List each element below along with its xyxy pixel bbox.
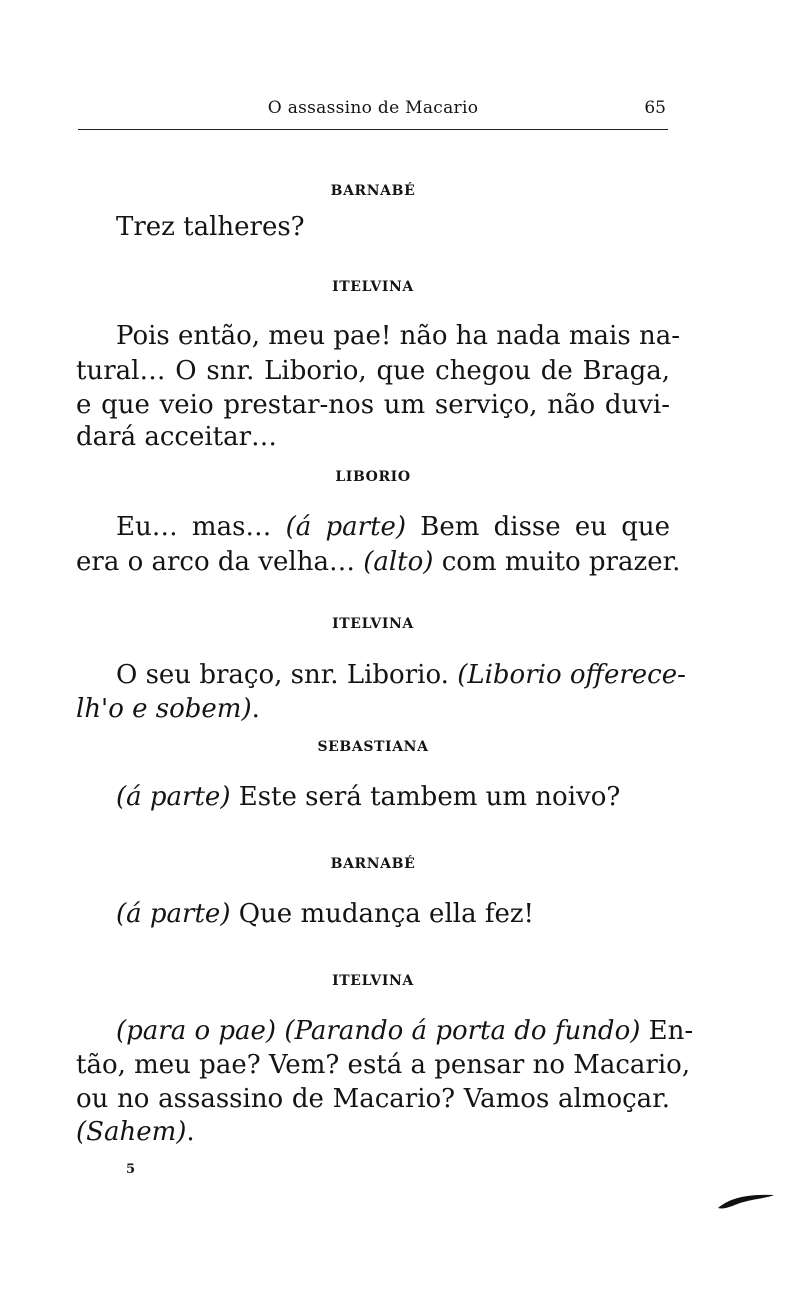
dialogue-line: (Sahem). — [76, 1117, 195, 1147]
stage-direction: (Parando á porta do fundo) — [284, 1016, 641, 1046]
stage-direction: (á parte) — [116, 782, 231, 812]
ink-smudge — [716, 1190, 776, 1212]
dialogue-line: dará acceitar… — [76, 422, 278, 452]
dialogue-line: tão, meu pae? Vem? está a pensar no Macario, — [76, 1050, 691, 1080]
stage-direction: (Sahem) — [76, 1117, 187, 1147]
signature-mark: 5 — [126, 1162, 136, 1177]
speaker-name: ITELVINA — [332, 279, 414, 295]
dialogue-line: (para o pae) (Parando á porta do fundo) En- — [116, 1016, 694, 1046]
speaker-name: LIBORIO — [335, 469, 411, 485]
dialogue-line: (á parte) Este será tambem um noivo? — [116, 782, 621, 812]
dialogue-line: O seu braço, snr. Liborio. (Liborio offerece- — [116, 660, 686, 690]
dialogue-line: tural… O snr. Liborio, que chegou de Braga, — [76, 356, 670, 386]
stage-direction: (para o pae) — [116, 1016, 277, 1046]
dialogue-line: Eu… mas… (á parte) Bem disse eu que — [116, 512, 670, 542]
dialogue-line: Trez talheres? — [116, 212, 305, 242]
dialogue-line: lh'o e sobem). — [76, 694, 260, 724]
speaker-name: ITELVINA — [332, 616, 414, 632]
stage-direction: (alto) — [363, 547, 434, 577]
speaker-name: BARNABÉ — [330, 856, 416, 872]
stage-direction: (á parte) — [285, 512, 407, 542]
header-rule — [78, 129, 668, 130]
running-header — [78, 96, 668, 128]
stage-direction: lh'o e sobem) — [76, 694, 252, 724]
dialogue-line: (á parte) Que mudança ella fez! — [116, 899, 535, 929]
speaker-name: SEBASTIANA — [317, 739, 429, 755]
running-title: O assassino de Macario — [267, 98, 479, 118]
dialogue-line: era o arco da velha… (alto) com muito prazer. — [76, 547, 681, 577]
speaker-name: BARNABÉ — [330, 183, 416, 199]
page-number: 65 — [644, 98, 666, 118]
stage-direction: (á parte) — [116, 899, 231, 929]
dialogue-line: Pois então, meu pae! não ha nada mais na- — [116, 321, 681, 351]
speaker-name: ITELVINA — [332, 973, 414, 989]
stage-direction: (Liborio offerece- — [457, 660, 686, 690]
dialogue-line: e que veio prestar-nos um serviço, não duvi- — [76, 390, 670, 420]
dialogue-line: ou no assassino de Macario? Vamos almoçar. — [76, 1084, 670, 1114]
